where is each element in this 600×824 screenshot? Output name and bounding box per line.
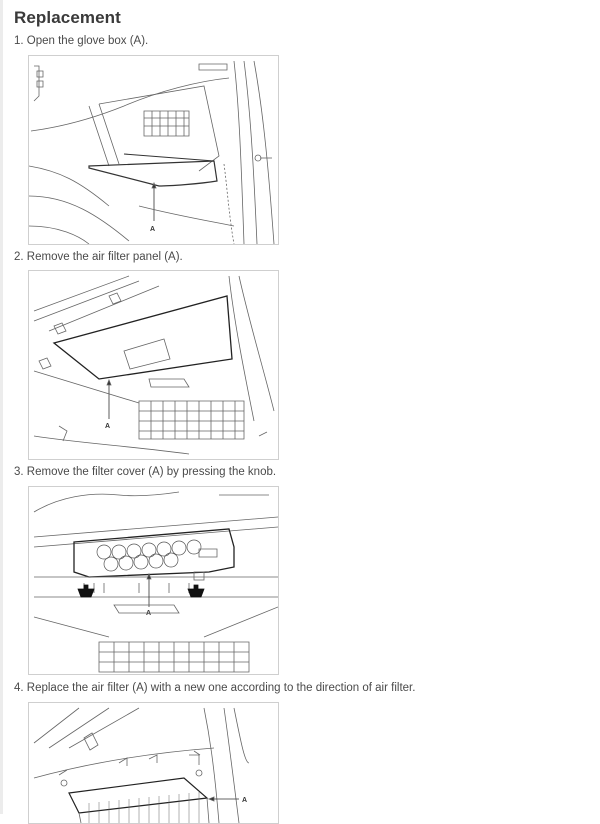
svg-text:A: A [146, 610, 152, 617]
svg-text:A: A [242, 797, 248, 804]
filter-cover-illustration [29, 487, 278, 674]
step-3-figure [28, 486, 279, 675]
step-4-text: 4. Replace the air filter (A) with a new one according to the direction of air filter. [14, 682, 416, 694]
glove-box-illustration [29, 56, 278, 244]
step-3-text: 3. Remove the filter cover (A) by pressing the knob. [14, 466, 277, 478]
svg-text:A: A [150, 226, 156, 233]
section-title: Replacement [14, 8, 121, 27]
air-filter-panel-illustration [29, 271, 278, 459]
step-4-figure [28, 702, 279, 824]
step-2-figure [28, 270, 279, 460]
step-1-text: 1. Open the glove box (A). [14, 35, 149, 47]
step-1-figure [28, 55, 279, 245]
svg-text:A: A [105, 423, 111, 430]
page-left-border [0, 0, 3, 814]
air-filter-illustration [29, 703, 278, 823]
step-2-text: 2. Remove the air filter panel (A). [14, 251, 183, 263]
